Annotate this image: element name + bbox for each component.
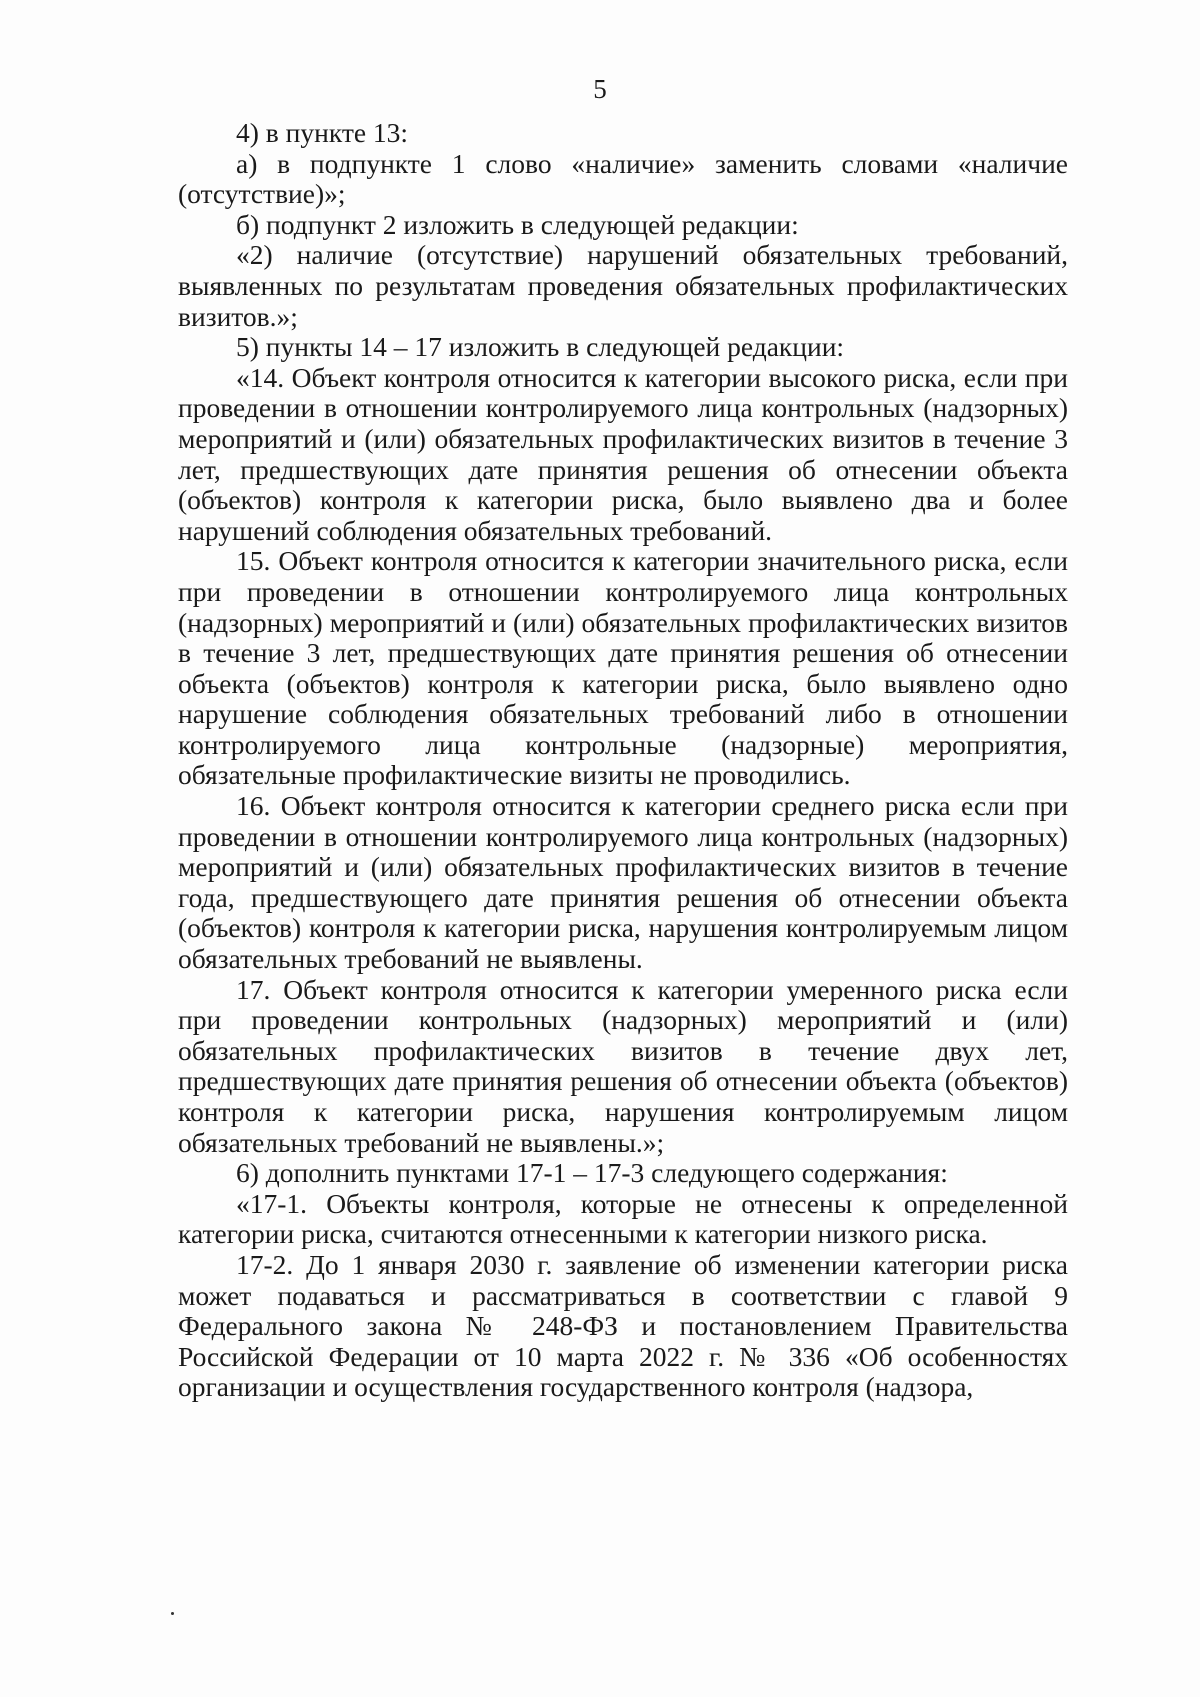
paragraph-point-17-2: 17-2. До 1 января 2030 г. заявление об изменении категории риска может подаваться и рассматриваться в соответствии с главой 9 Федерального закона № 248-ФЗ и постановлением Правительства Российской Федерации от 10 марта 2022 г. № 336 «Об особенностях организации и осуществления государственного контроля (надзора, [178, 1248, 1068, 1403]
paragraph-subitem-b: б) подпункт 2 изложить в следующей редакции: [236, 208, 799, 240]
paragraph-quoted-subitem-2: «2) наличие (отсутствие) нарушений обязательных требований, выявленных по результатам проведения обязательных профилактических визитов.»; [178, 239, 1068, 332]
page-number: 5 [593, 74, 607, 104]
paragraph-item-6: 6) дополнить пунктами 17-1 – 17-3 следующего содержания: [236, 1157, 948, 1189]
paragraph-point-16: 16. Объект контроля относится к категории среднего риска если при проведении в отношении контролируемого лица контрольных (надзорных) мероприятий и (или) обязательных профилактических визитов в течение года, предшествующего дате принятия решения об отнесении объекта (объектов) контроля к категории риска, нарушения контролируемым лицом обязательных требований не выявлены. [178, 790, 1068, 975]
paragraph-point-17-1: «17-1. Объекты контроля, которые не отнесены к определенной категории риска, считаются отнесенными к категории низкого риска. [178, 1187, 1068, 1250]
paragraph-item-4: 4) в пункте 13: [236, 117, 409, 148]
paragraph-point-17: 17. Объект контроля относится к категории умеренного риска если при проведении контрольных (надзорных) мероприятий и (или) обязательных профилактических визитов в течение двух лет, предшествующих дате принятия решения об отнесении объекта (объектов) контроля к категории риска, нарушения контролируемым лицом обязательных требований не выявлены.»; [178, 973, 1068, 1158]
paragraph-subitem-a: а) в подпункте 1 слово «наличие» заменить словами «наличие (отсутствие)»; [178, 147, 1068, 210]
paragraph-point-15: 15. Объект контроля относится к категории значительного риска, если при проведении в отношении контролируемого лица контрольных (надзорных) мероприятий и (или) обязательных профилактических визитов в течение 3 лет, предшествующих дате принятия решения об отнесении объекта (объектов) контроля к категории риска, было выявлено одно нарушение соблюдения обязательных требований либо в отношении контролируемого лица контрольные (надзорные) мероприятия, обязательные профилактические визиты не проводились. [178, 545, 1068, 791]
document-body [178, 118, 1068, 1403]
scan-speck [171, 1612, 174, 1615]
paragraph-point-14: «14. Объект контроля относится к категории высокого риска, если при проведении в отношении контролируемого лица контрольных (надзорных) мероприятий и (или) обязательных профилактических визитов в течение 3 лет, предшествующих дате принятия решения об отнесении объекта (объектов) контроля к категории риска, было выявлено два и более нарушений соблюдения обязательных требований. [178, 361, 1068, 546]
paragraph-item-5: 5) пункты 14 – 17 изложить в следующей редакции: [236, 331, 845, 363]
